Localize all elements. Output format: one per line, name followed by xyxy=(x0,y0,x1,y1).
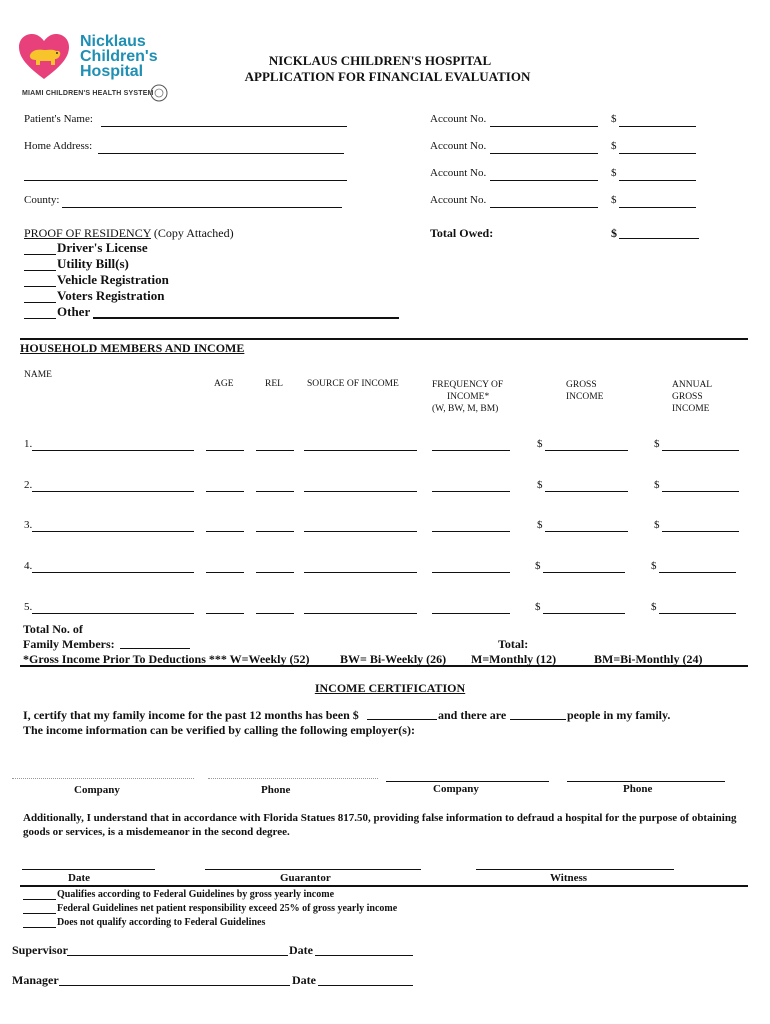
proof-of-residency-heading xyxy=(24,226,234,241)
member-gross-field[interactable] xyxy=(545,491,628,492)
account-dollar-1: $ xyxy=(611,113,617,125)
account-dollar-4: $ xyxy=(611,194,617,206)
col-rel-header: REL xyxy=(265,379,283,389)
drivers-license-label: Driver's License xyxy=(57,240,148,255)
row-number: 5. xyxy=(24,601,33,613)
logo-name-line1: Nicklaus xyxy=(80,33,146,50)
account-number-field-2[interactable] xyxy=(490,153,598,154)
member-age-field[interactable] xyxy=(206,572,244,573)
footnote-gross-weekly: *Gross Income Prior To Deductions *** W=Weekly (52) xyxy=(23,652,310,666)
county-field[interactable] xyxy=(62,207,342,208)
annual-dollar: $ xyxy=(654,519,660,531)
annual-dollar: $ xyxy=(651,560,657,572)
member-annual-field[interactable] xyxy=(659,572,736,573)
account-dollar-2: $ xyxy=(611,140,617,152)
certify-there-are-text: and there are xyxy=(438,708,507,722)
certify-income-text: I, certify that my family income for the past 12 months has been $ xyxy=(23,708,359,722)
company-label-2: Company xyxy=(433,783,479,795)
total-income-label: Total: xyxy=(498,637,529,651)
guarantor-label: Guarantor xyxy=(280,872,331,884)
employer-company-field-1[interactable] xyxy=(12,778,194,779)
member-gross-field[interactable] xyxy=(543,613,625,614)
voters-registration-label: Voters Registration xyxy=(57,288,165,303)
member-age-field[interactable] xyxy=(206,613,244,614)
guarantor-signature-field[interactable] xyxy=(205,869,421,870)
phone-label-2: Phone xyxy=(623,783,653,795)
manager-date-label: Date xyxy=(292,973,316,987)
exceeds-label: Federal Guidelines net patient responsibility exceed 25% of gross yearly income xyxy=(57,903,398,914)
gross-dollar: $ xyxy=(535,601,541,613)
gross-dollar: $ xyxy=(535,560,541,572)
col-annual-header-2: GROSS xyxy=(672,392,703,402)
drivers-license-check[interactable] xyxy=(24,254,56,255)
form-title-application: APPLICATION FOR FINANCIAL EVALUATION xyxy=(244,69,531,84)
member-frequency-field[interactable] xyxy=(432,572,510,573)
account-number-field-3[interactable] xyxy=(490,180,598,181)
total-members-label-2: Family Members: xyxy=(23,637,115,651)
form-title-hospital: NICKLAUS CHILDREN'S HOSPITAL xyxy=(268,53,492,68)
member-rel-field[interactable] xyxy=(256,572,294,573)
col-age-header: AGE xyxy=(214,379,234,389)
annual-dollar: $ xyxy=(654,438,660,450)
col-frequency-header-1: FREQUENCY OF xyxy=(432,380,504,390)
member-age-field[interactable] xyxy=(206,450,244,451)
utility-bill-label: Utility Bill(s) xyxy=(57,256,129,271)
phone-label-1: Phone xyxy=(261,784,291,796)
member-source-field[interactable] xyxy=(304,450,417,451)
vehicle-registration-check[interactable] xyxy=(24,286,56,287)
vehicle-registration-label: Vehicle Registration xyxy=(57,272,169,287)
member-rel-field[interactable] xyxy=(256,531,294,532)
not-qualify-check[interactable] xyxy=(23,927,56,928)
supervisor-label: Supervisor xyxy=(12,943,69,957)
member-source-field[interactable] xyxy=(304,613,417,614)
member-gross-field[interactable] xyxy=(545,450,628,451)
qualifies-check[interactable] xyxy=(23,899,56,900)
col-annual-header-1: ANNUAL xyxy=(672,380,713,390)
proof-of-residency-title: PROOF OF RESIDENCY xyxy=(24,226,151,240)
false-information-statement: Additionally, I understand that in accordance with Florida Statues 817.50, providing false information to defraud a hospital for the purpose of obtaining goods or services, is a misdemeanor in the second degree. xyxy=(23,812,737,838)
employer-company-field-2[interactable] xyxy=(386,781,549,782)
section-divider xyxy=(20,338,748,340)
manager-label: Manager xyxy=(12,973,59,987)
footnote-biweekly: BW= Bi-Weekly (26) xyxy=(340,652,447,666)
utility-bill-check[interactable] xyxy=(24,270,56,271)
home-address-label: Home Address: xyxy=(24,140,93,152)
member-age-field[interactable] xyxy=(206,531,244,532)
date-label: Date xyxy=(68,872,90,884)
patients-name-label: Patient's Name: xyxy=(24,113,93,125)
member-source-field[interactable] xyxy=(304,531,417,532)
member-annual-field[interactable] xyxy=(659,613,736,614)
member-source-field[interactable] xyxy=(304,491,417,492)
member-rel-field[interactable] xyxy=(256,450,294,451)
member-frequency-field[interactable] xyxy=(432,613,510,614)
footnote-bimonthly: BM=Bi-Monthly (24) xyxy=(594,652,703,666)
employer-verify-text: The income information can be verified by calling the following employer(s): xyxy=(23,723,415,737)
row-number: 3. xyxy=(24,519,33,531)
exceeds-check[interactable] xyxy=(23,913,56,914)
logo-name-line2: Children's xyxy=(80,48,158,65)
gross-dollar: $ xyxy=(537,519,543,531)
member-name-field[interactable] xyxy=(32,572,194,573)
manager-signature-field[interactable] xyxy=(59,985,290,986)
seal-icon xyxy=(150,84,168,102)
employer-phone-field-2[interactable] xyxy=(567,781,725,782)
certify-people-field[interactable] xyxy=(510,719,566,720)
witness-signature-field[interactable] xyxy=(476,869,674,870)
county-label: County: xyxy=(24,194,60,206)
gross-dollar: $ xyxy=(537,438,543,450)
member-age-field[interactable] xyxy=(206,491,244,492)
total-members-label-1: Total No. of xyxy=(23,622,83,636)
member-source-field[interactable] xyxy=(304,572,417,573)
qualifies-label: Qualifies according to Federal Guidelines by gross yearly income xyxy=(57,889,335,900)
member-name-field[interactable] xyxy=(32,613,194,614)
logo-system-name: MIAMI CHILDREN'S HEALTH SYSTEM xyxy=(22,90,154,97)
row-number: 4. xyxy=(24,560,33,572)
member-name-field[interactable] xyxy=(32,531,194,532)
supervisor-date-field[interactable] xyxy=(315,955,413,956)
certify-people-text: people in my family. xyxy=(567,708,671,722)
gross-dollar: $ xyxy=(537,479,543,491)
account-label-3: Account No. xyxy=(430,167,487,179)
other-field[interactable] xyxy=(93,317,399,319)
other-label: Other xyxy=(57,304,91,319)
member-gross-field[interactable] xyxy=(543,572,625,573)
total-owed-label: Total Owed: xyxy=(430,226,494,240)
account-amount-field-2[interactable] xyxy=(619,153,696,154)
company-label-1: Company xyxy=(74,784,120,796)
account-dollar-3: $ xyxy=(611,167,617,179)
total-owed-dollar: $ xyxy=(611,226,617,240)
row-number: 1. xyxy=(24,438,33,450)
household-heading: HOUSEHOLD MEMBERS AND INCOME xyxy=(20,341,245,355)
col-gross-header-2: INCOME xyxy=(566,392,604,402)
manager-date-field[interactable] xyxy=(318,985,413,986)
annual-dollar: $ xyxy=(651,601,657,613)
income-certification-heading: INCOME CERTIFICATION xyxy=(314,681,466,695)
account-label-2: Account No. xyxy=(430,140,487,152)
member-frequency-field[interactable] xyxy=(432,450,510,451)
proof-of-residency-note: (Copy Attached) xyxy=(153,226,234,240)
patients-name-field[interactable] xyxy=(101,126,347,127)
col-frequency-header-2: INCOME* xyxy=(447,392,490,402)
witness-label: Witness xyxy=(550,872,588,884)
total-owed-field[interactable] xyxy=(619,238,699,239)
account-number-field-4[interactable] xyxy=(490,207,598,208)
member-name-field[interactable] xyxy=(32,491,194,492)
account-number-field-1[interactable] xyxy=(490,126,598,127)
row-number: 2. xyxy=(24,479,33,491)
not-qualify-label: Does not qualify according to Federal Guidelines xyxy=(57,917,266,928)
member-frequency-field[interactable] xyxy=(432,491,510,492)
supervisor-signature-field[interactable] xyxy=(67,955,288,956)
employer-phone-field-1[interactable] xyxy=(208,778,378,779)
col-frequency-header-3: (W, BW, M, BM) xyxy=(432,404,499,414)
certify-income-field[interactable] xyxy=(367,719,437,720)
total-members-field[interactable] xyxy=(120,648,190,649)
annual-dollar: $ xyxy=(654,479,660,491)
col-annual-header-3: INCOME xyxy=(672,404,710,414)
member-rel-field[interactable] xyxy=(256,613,294,614)
heart-bear-icon xyxy=(18,33,70,81)
account-label-4: Account No. xyxy=(430,194,487,206)
voters-registration-check[interactable] xyxy=(24,302,56,303)
home-address-field[interactable] xyxy=(98,153,344,154)
account-label-1: Account No. xyxy=(430,113,487,125)
member-frequency-field[interactable] xyxy=(432,531,510,532)
hospital-logo xyxy=(18,33,178,103)
member-annual-field[interactable] xyxy=(662,450,739,451)
account-amount-field-3[interactable] xyxy=(619,180,696,181)
supervisor-date-label: Date xyxy=(289,943,313,957)
col-name-header: NAME xyxy=(24,370,52,380)
account-amount-field-1[interactable] xyxy=(619,126,696,127)
section-divider-2 xyxy=(20,665,748,667)
member-name-field[interactable] xyxy=(32,450,194,451)
other-check[interactable] xyxy=(24,318,56,319)
col-gross-header-1: GROSS xyxy=(566,380,597,390)
member-gross-field[interactable] xyxy=(545,531,628,532)
member-annual-field[interactable] xyxy=(662,531,739,532)
member-annual-field[interactable] xyxy=(662,491,739,492)
member-rel-field[interactable] xyxy=(256,491,294,492)
section-divider-3 xyxy=(20,885,748,887)
footnote-monthly: M=Monthly (12) xyxy=(471,652,557,666)
account-amount-field-4[interactable] xyxy=(619,207,696,208)
date-signature-field[interactable] xyxy=(22,869,155,870)
logo-name-line3: Hospital xyxy=(80,63,144,80)
col-source-header: SOURCE OF INCOME xyxy=(307,379,399,389)
home-address-field-line2[interactable] xyxy=(24,180,347,181)
